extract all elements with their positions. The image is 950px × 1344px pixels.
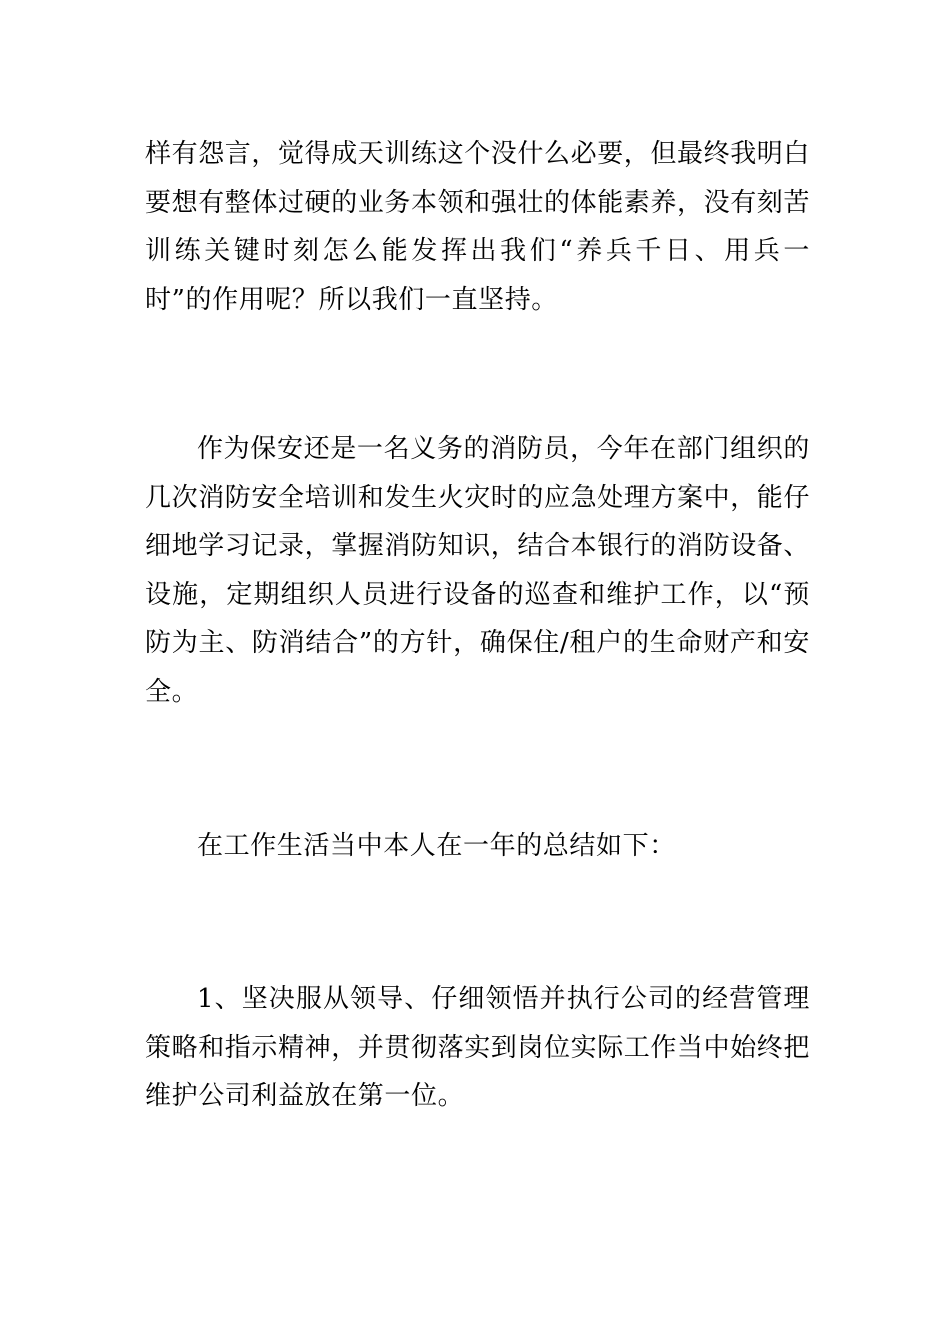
- paragraph-item-1: 1、坚决服从领导、仔细领悟并执行公司的经营管理策略和指示精神，并贯彻落实到岗位实际工作当中始终把维护公司利益放在第一位。: [145, 984, 811, 1111]
- paragraph-fire-safety: 作为保安还是一名义务的消防员，今年在部门组织的几次消防安全培训和发生火灾时的应急处理方案中，能仔细地学习记录，掌握消防知识，结合本银行的消防设备、设施，定期组织人员进行设备的巡查和维护工作，以“预防为主、防消结合”的方针，确保住/租户的生命财产和安全。: [145, 434, 811, 707]
- paragraph-summary-intro: 在工作生活当中本人在一年的总结如下：: [197, 831, 676, 861]
- paragraph-training-continuation: 样有怨言，觉得成天训练这个没什么必要，但最终我明白要想有整体过硬的业务本领和强壮的体能素养，没有刻苦训练关键时刻怎么能发挥出我们“养兵千日、用兵一时”的作用呢？所以我们一直坚持。: [145, 139, 811, 315]
